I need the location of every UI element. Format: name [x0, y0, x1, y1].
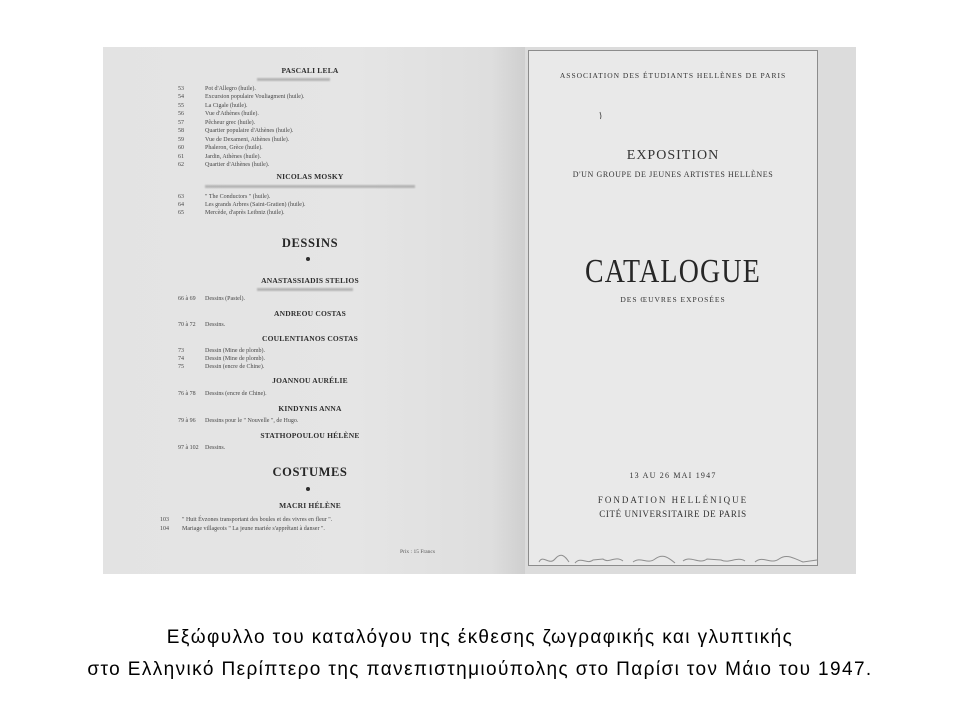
artist-name: STATHOPOULOU HÉLÈNE: [260, 431, 360, 440]
artist-name: PASCALI LELA: [281, 66, 339, 75]
work-number: 103: [160, 517, 169, 523]
work-title: Dessins.: [205, 322, 226, 328]
work-number: 76 à 78: [178, 391, 196, 397]
work-title: Dessins pour le " Nouvelle ", de Hugo.: [205, 418, 299, 424]
catalogue-cover: [528, 50, 818, 566]
artist-name: KINDYNIS ANNA: [278, 404, 342, 413]
work-number: 70 à 72: [178, 322, 196, 328]
work-title: Mercède, d'après Leibniz (huile).: [205, 210, 285, 216]
work-title: Pot d'Allegro (huile).: [205, 86, 256, 92]
section-heading-drawings: DESSINS: [281, 236, 339, 250]
work-number: 54: [178, 94, 184, 100]
work-title: Pêcheur grec (huile).: [205, 120, 256, 126]
artist-name: JOANNOU AURÉLIE: [272, 376, 348, 385]
section-bullet: [306, 487, 310, 491]
artist-name: COULENTIANOS COSTAS: [262, 334, 358, 343]
cover-venue-line2: CITÉ UNIVERSITAIRE DE PARIS: [599, 509, 747, 519]
work-number: 64: [178, 202, 184, 208]
work-number: 56: [178, 111, 184, 117]
artist-name: MACRI HÉLÈNE: [279, 501, 341, 510]
work-number: 79 à 96: [178, 418, 196, 424]
work-title: Excursion populaire Vouliagmeni (huile).: [205, 94, 305, 100]
ink-mark: [598, 111, 604, 121]
cover-heading: CATALOGUE: [584, 253, 762, 290]
work-title: Vue d'Athènes (huile).: [205, 111, 259, 117]
cover-venue-line1: FONDATION HELLÉNIQUE: [597, 495, 749, 505]
work-number: 104: [160, 526, 169, 532]
work-title: Jardin, Athènes (huile).: [205, 154, 261, 160]
work-number: 73: [178, 348, 184, 354]
work-number: 55: [178, 103, 184, 109]
work-number: 53: [178, 86, 184, 92]
cover-association: ASSOCIATION DES ÉTUDIANTS HELLÈNES DE PARIS: [559, 71, 787, 80]
catalogue-price: Prix : 15 Francs: [400, 549, 435, 555]
work-number: 60: [178, 145, 184, 151]
caption-line-1: Εξώφυλλο του καταλόγου της έκθεσης ζωγραφικής και γλυπτικής: [166, 627, 794, 648]
artist-name: ANASTASSIADIS STELIOS: [261, 276, 359, 285]
work-number: 74: [178, 356, 184, 362]
work-number: 66 à 69: [178, 296, 196, 302]
work-number: 75: [178, 364, 184, 370]
work-number: 57: [178, 120, 184, 126]
work-title: " The Conductors " (huile).: [205, 194, 271, 200]
artist-address-illegible: [257, 78, 330, 81]
cover-title: EXPOSITION: [626, 148, 720, 163]
handwritten-note: [533, 550, 823, 570]
work-title: Dessins.: [205, 445, 226, 451]
artist-address-illegible: [205, 185, 415, 188]
work-title: Dessins (encre de Chine).: [205, 391, 267, 397]
work-number: 65: [178, 210, 184, 216]
work-title: " Huit Évzones transportant des boules et des vivres en fleur ".: [182, 517, 333, 523]
work-number: 62: [178, 162, 184, 168]
work-title: Quartier d'Athènes (huile).: [205, 162, 270, 168]
work-number: 63: [178, 194, 184, 200]
caption-line-2: στο Ελληνικό Περίπτερο της πανεπιστημιούπολης στο Παρίσι τον Μάιο του 1947.: [87, 659, 873, 680]
cover-subheading: DES ŒUVRES EXPOSÉES: [620, 295, 726, 304]
work-title: Dessins (Pastel).: [205, 296, 245, 302]
work-title: Mariage villageois " La jeune mariée s'apprêtant à danser ".: [182, 526, 325, 532]
catalogue-inner-page: [103, 47, 525, 574]
work-number: 97 à 102: [178, 445, 199, 451]
work-number: 58: [178, 128, 184, 134]
work-title: Dessin (Mine de plomb).: [205, 356, 265, 362]
work-title: Dessin (Mine de plomb).: [205, 348, 265, 354]
section-heading-costumes: COSTUMES: [272, 465, 348, 479]
work-number: 59: [178, 137, 184, 143]
artist-name: ANDREOU COSTAS: [273, 309, 347, 318]
cover-dates: 13 AU 26 MAI 1947: [629, 471, 717, 480]
work-number: 61: [178, 154, 184, 160]
section-bullet: [306, 257, 310, 261]
work-title: La Cigale (huile).: [205, 103, 248, 109]
work-title: Les grands Arbres (Saint-Gratien) (huile).: [205, 202, 306, 208]
catalogue-scan: [103, 47, 856, 574]
work-title: Quartier populaire d'Athènes (huile).: [205, 128, 294, 134]
artist-address-illegible: [257, 288, 353, 291]
work-title: Vue de Dexameni, Athènes (huile).: [205, 137, 290, 143]
artist-name: NICOLAS MOSKY: [276, 172, 344, 181]
work-title: Dessin (encre de Chine).: [205, 364, 265, 370]
work-title: Phaleron, Grèce (huile).: [205, 145, 263, 151]
cover-subtitle: D'UN GROUPE DE JEUNES ARTISTES HELLÈNES: [572, 170, 774, 179]
